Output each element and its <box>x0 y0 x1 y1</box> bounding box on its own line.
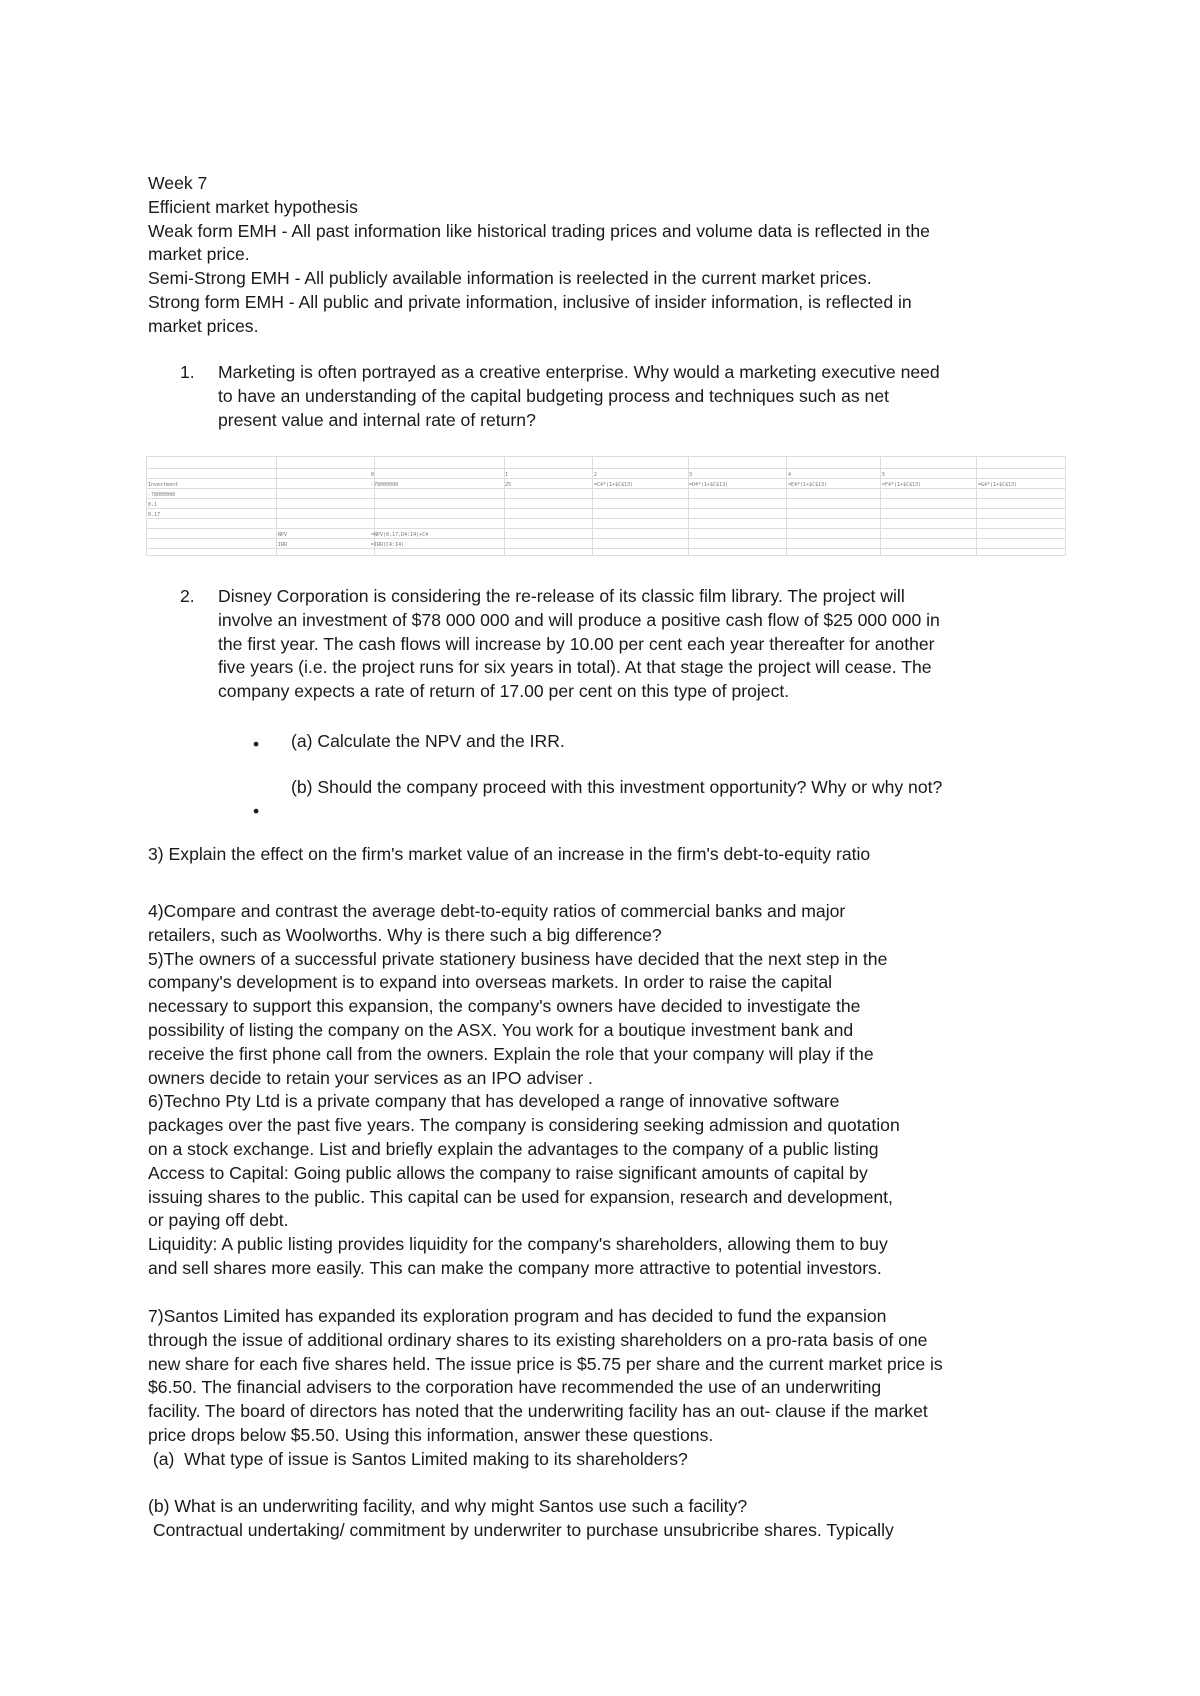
question-2-line-2: involve an investment of $78 000 000 and will produce a positive cash flow of $25 000 000 in <box>218 609 940 630</box>
cell-a2: -78000000 <box>148 492 176 498</box>
weak-form-line-2: market price. <box>148 244 250 265</box>
question-2-line-1: Disney Corporation is considering the re-release of its classic film library. The project will <box>218 586 905 606</box>
question-6-line-5: issuing shares to the public. This capital can be used for expansion, research and development, <box>148 1186 893 1207</box>
question-6-line-3: on a stock exchange. List and briefly explain the advantages to the company of a public listing <box>148 1138 879 1159</box>
question-7-line-2: through the issue of additional ordinary shares to its existing shareholders on a pro-rata basis of one <box>148 1329 928 1350</box>
spreadsheet-image <box>146 456 1066 556</box>
cell-e1: =C4*(1+$C$13) <box>594 482 634 488</box>
question-7a: (a) What type of issue is Santos Limited making to its shareholders? <box>148 1448 688 1469</box>
strong-form-line-1: Strong form EMH - All public and private information, inclusive of insider information, is reflected in <box>148 291 912 312</box>
question-5-line-4: possibility of listing the company on the ASX. You work for a boutique investment bank and <box>148 1019 854 1040</box>
question-2-line-3: the first year. The cash flows will increase by 10.00 per cent each year thereafter for another <box>218 633 935 654</box>
question-6-line-4: Access to Capital: Going public allows the company to raise significant amounts of capital by <box>148 1162 868 1183</box>
period-1: 1 <box>505 472 509 478</box>
question-2-line-5: company expects a rate of return of 17.00 per cent on this type of project. <box>218 681 790 702</box>
question-7b: (b) What is an underwriting facility, and why might Santos use such a facility? <box>148 1496 748 1517</box>
cell-h1: =F4*(1+$C$13) <box>882 482 922 488</box>
cell-g1: =E4*(1+$C$13) <box>788 482 828 488</box>
cell-f1: =D4*(1+$C$13) <box>689 482 729 488</box>
question-6-line-8: and sell shares more easily. This can make the company more attractive to potential investors. <box>148 1257 882 1278</box>
question-5-line-1: 5)The owners of a successful private stationery business have decided that the next step in the <box>148 948 888 969</box>
question-6-line-7: Liquidity: A public listing provides liquidity for the company's shareholders, allowing them to buy <box>148 1234 888 1255</box>
question-7-line-1: 7)Santos Limited has expanded its exploration program and has decided to fund the expansion <box>148 1306 887 1326</box>
question-7b-answer: Contractual undertaking/ commitment by underwriter to purchase unsubricribe shares. Typically <box>148 1520 894 1541</box>
question-6-line-1: 6)Techno Pty Ltd is a private company that has developed a range of innovative software <box>148 1091 840 1112</box>
question-5-line-6: owners decide to retain your services as an IPO adviser . <box>148 1067 593 1088</box>
period-3: 3 <box>689 472 693 478</box>
question-5-line-3: necessary to support this expansion, the company's owners have decided to investigate the <box>148 996 861 1017</box>
question-2b: (b) Should the company proceed with this investment opportunity? Why or why not? <box>291 777 943 797</box>
cell-c1: -78000000 <box>371 482 399 488</box>
question-2a: (a) Calculate the NPV and the IRR. <box>291 731 565 751</box>
question-7-line-4: $6.50. The financial advisers to the corporation have recommended the use of an underwriting <box>148 1377 882 1398</box>
question-4-line-2: retailers, such as Woolworths. Why is there such a big difference? <box>148 924 662 945</box>
strong-form-line-2: market prices. <box>148 315 259 336</box>
period-5: 5 <box>882 472 886 478</box>
question-7-line-5: facility. The board of directors has noted that the underwriting facility has an out- clause if the market <box>148 1401 928 1422</box>
question-number: 1. <box>180 362 195 382</box>
bullet-icon: • <box>253 734 260 754</box>
irr-formula: =IRR(C4:I4) <box>371 542 405 548</box>
period-2: 2 <box>594 472 598 478</box>
week-title: Week 7 <box>148 173 208 193</box>
cell-a1: Investment <box>148 482 179 488</box>
question-7-line-6: price drops below $5.50. Using this information, answer these questions. <box>148 1424 714 1445</box>
question-6-line-6: or paying off debt. <box>148 1210 289 1231</box>
bullet-icon: • <box>253 801 260 821</box>
semi-strong-line: Semi-Strong EMH - All publicly available information is reelected in the current market prices. <box>148 268 872 289</box>
question-3 <box>148 843 1068 867</box>
question-4-line-1: 4)Compare and contrast the average debt-to-equity ratios of commercial banks and major <box>148 901 846 921</box>
question-5-line-5: receive the first phone call from the owners. Explain the role that your company will play if the <box>148 1043 874 1064</box>
question-1-line-2: to have an understanding of the capital budgeting process and techniques such as net <box>218 385 889 406</box>
question-7-line-3: new share for each five shares held. The issue price is $5.75 per share and the current market price is <box>148 1353 943 1374</box>
question-5-line-2: company's development is to expand into overseas markets. In order to raise the capital <box>148 972 833 993</box>
emh-section <box>148 172 1068 339</box>
cell-a3: 0.1 <box>148 502 158 508</box>
question-number: 2. <box>180 586 195 606</box>
question-1-line-3: present value and internal rate of return? <box>218 409 536 430</box>
question-6-line-2: packages over the past five years. The company is considering seeking admission and quotation <box>148 1115 900 1136</box>
weak-form-line-1: Weak form EMH - All past information like historical trading prices and volume data is reflected in the <box>148 220 930 241</box>
irr-label: IRR <box>278 542 288 548</box>
topic-title: Efficient market hypothesis <box>148 196 358 217</box>
period-0: 0 <box>371 472 375 478</box>
cell-a4: 0.17 <box>148 512 161 518</box>
npv-label: NPV <box>278 532 288 538</box>
npv-formula: =NPV(0.17,D4:I4)+C4 <box>371 532 429 538</box>
cell-i1: =G4*(1+$C$13) <box>978 482 1018 488</box>
question-1-line-1: Marketing is often portrayed as a creative enterprise. Why would a marketing executive need <box>218 362 940 382</box>
period-4: 4 <box>788 472 792 478</box>
question-4-5 <box>148 900 1068 1281</box>
question-2-line-4: five years (i.e. the project runs for six years in total). At that stage the project will cease. The <box>218 657 932 678</box>
question-3-text: 3) Explain the effect on the firm's market value of an increase in the firm's debt-to-equity ratio <box>148 844 871 864</box>
question-7 <box>148 1305 1068 1543</box>
cell-d1: 25 <box>505 482 512 488</box>
